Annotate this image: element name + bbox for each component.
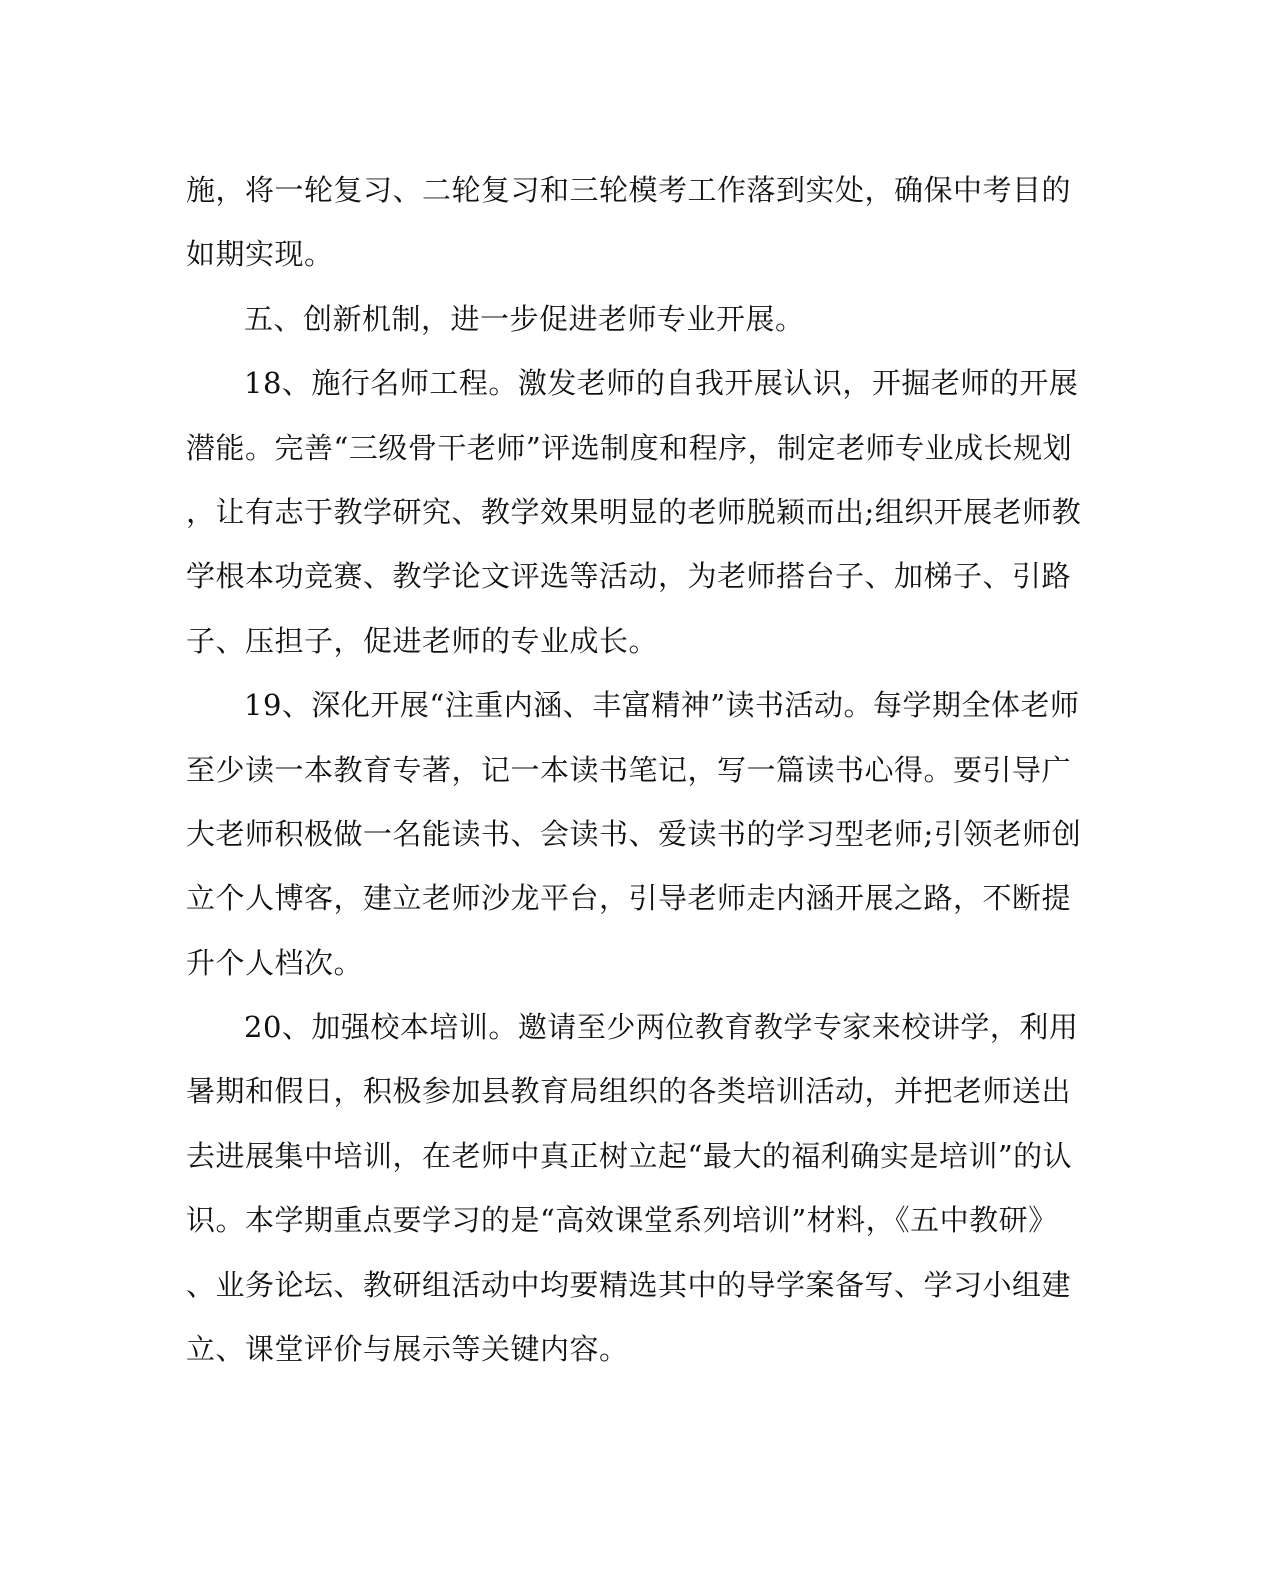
text-line: 立个人博客，建立老师沙龙平台，引导老师走内涵开展之路，不断提	[186, 881, 1072, 916]
section-heading: 五、创新机制，进一步促进老师专业开展。	[244, 301, 805, 336]
text-line: 去进展集中培训，在老师中真正树立起“最大的福利确实是培训”的认	[186, 1138, 1073, 1173]
text-line: 施，将一轮复习、二轮复习和三轮模考工作落到实处，确保中考目的	[186, 173, 1072, 207]
document-body	[186, 158, 1082, 1381]
text-line: 20、加强校本培训。邀请至少两位教育教学专家来校讲学，利用	[244, 1010, 1079, 1045]
text-line: 立、课堂评价与展示等关键内容。	[186, 1332, 629, 1367]
text-line: 学根本功竞赛、教学论文评选等活动，为老师搭台子、加梯子、引路	[186, 559, 1072, 594]
text-line: 大老师积极做一名能读书、会读书、爱读书的学习型老师;引领老师创	[186, 816, 1082, 851]
text-line: ，让有志于教学研究、教学效果明显的老师脱颖而出;组织开展老师教	[186, 494, 1082, 529]
text-line: 子、压担子，促进老师的专业成长。	[186, 623, 659, 658]
text-line: 识。本学期重点要学习的是“高效课堂系列培训”材料，《五中教研》	[186, 1203, 1058, 1238]
text-line: 、业务论坛、教研组活动中均要精选其中的导学案备写、学习小组建	[186, 1267, 1072, 1302]
text-line: 至少读一本教育专著，记一本读书笔记，写一篇读书心得。要引导广	[186, 752, 1072, 787]
text-line: 如期实现。	[186, 237, 334, 272]
text-line: 升个人档次。	[186, 945, 364, 980]
text-line: 暑期和假日，积极参加县教育局组织的各类培训活动，并把老师送出	[186, 1074, 1072, 1109]
text-line: 18、施行名师工程。激发老师的自我开展认识，开掘老师的开展	[244, 366, 1079, 401]
text-line: 19、深化开展“注重内涵、丰富精神”读书活动。每学期全体老师	[244, 688, 1080, 723]
text-line: 潜能。完善“三级骨干老师”评选制度和程序，制定老师专业成长规划	[186, 430, 1073, 465]
